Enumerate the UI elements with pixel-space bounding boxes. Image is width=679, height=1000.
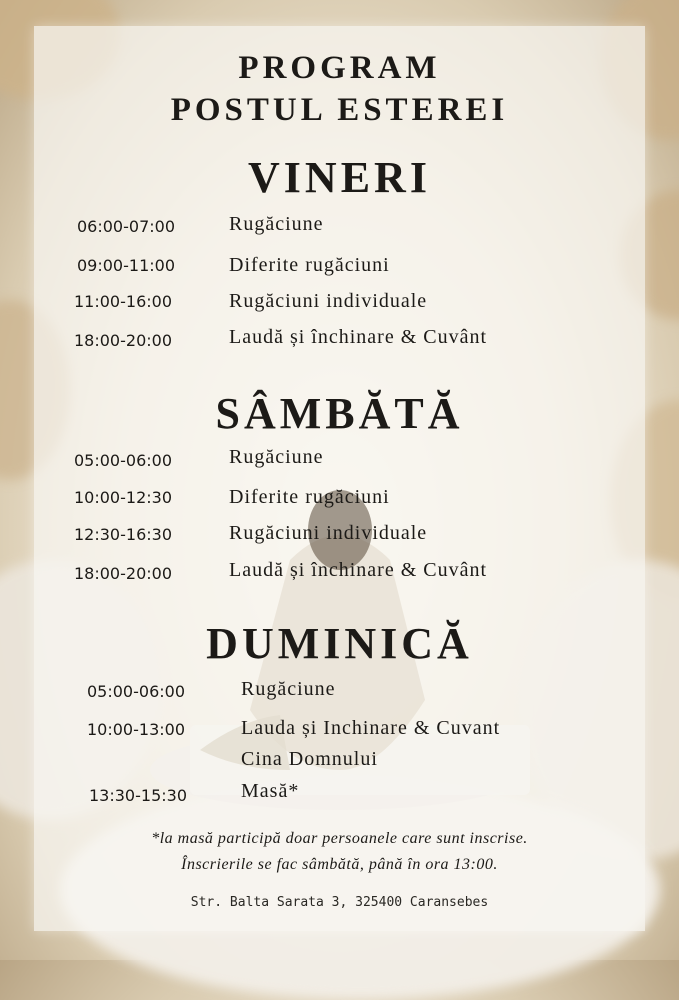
activity: Rugăciune (229, 213, 324, 235)
time-slot: 09:00-11:00 (77, 256, 175, 275)
time-slot: 13:30-15:30 (89, 786, 187, 805)
time-slot: 11:00-16:00 (74, 292, 172, 311)
activity: Lauda și Inchinare & Cuvant (241, 717, 501, 739)
time-slot: 12:30-16:30 (74, 525, 172, 544)
activity: Rugăciune (229, 446, 324, 468)
activity: Masă* (241, 780, 300, 802)
time-slot: 10:00-12:30 (74, 488, 172, 507)
time-slot: 18:00-20:00 (74, 564, 172, 583)
footnote-line-2: Înscrierile se fac sâmbătă, până în ora 13:00. (181, 856, 498, 873)
address: Str. Balta Sarata 3, 325400 Caransebes (190, 895, 489, 910)
activity: Laudă și închinare & Cuvânt (229, 559, 488, 581)
time-slot: 05:00-06:00 (87, 682, 185, 701)
activity: Rugăciuni individuale (229, 522, 428, 544)
day-heading-friday: VINERI (248, 153, 431, 202)
activity: Rugăciuni individuale (229, 290, 428, 312)
footnote-line-1: *la masă participă doar persoanele care sunt inscrise. (151, 830, 528, 847)
time-slot: 05:00-06:00 (74, 451, 172, 470)
time-slot: 06:00-07:00 (77, 217, 175, 236)
activity: Diferite rugăciuni (229, 254, 390, 276)
activity-secondary: Cina Domnului (241, 748, 378, 770)
activity: Diferite rugăciuni (229, 486, 390, 508)
time-slot: 10:00-13:00 (87, 720, 185, 739)
day-heading-sunday: DUMINICĂ (206, 619, 473, 668)
activity: Rugăciune (241, 678, 336, 700)
time-slot: 18:00-20:00 (74, 331, 172, 350)
day-heading-saturday: SÂMBĂTĂ (215, 389, 464, 438)
title-line-1: PROGRAM (238, 50, 441, 86)
title-line-2: POSTUL ESTEREI (170, 92, 509, 128)
activity: Laudă și închinare & Cuvânt (229, 326, 488, 348)
